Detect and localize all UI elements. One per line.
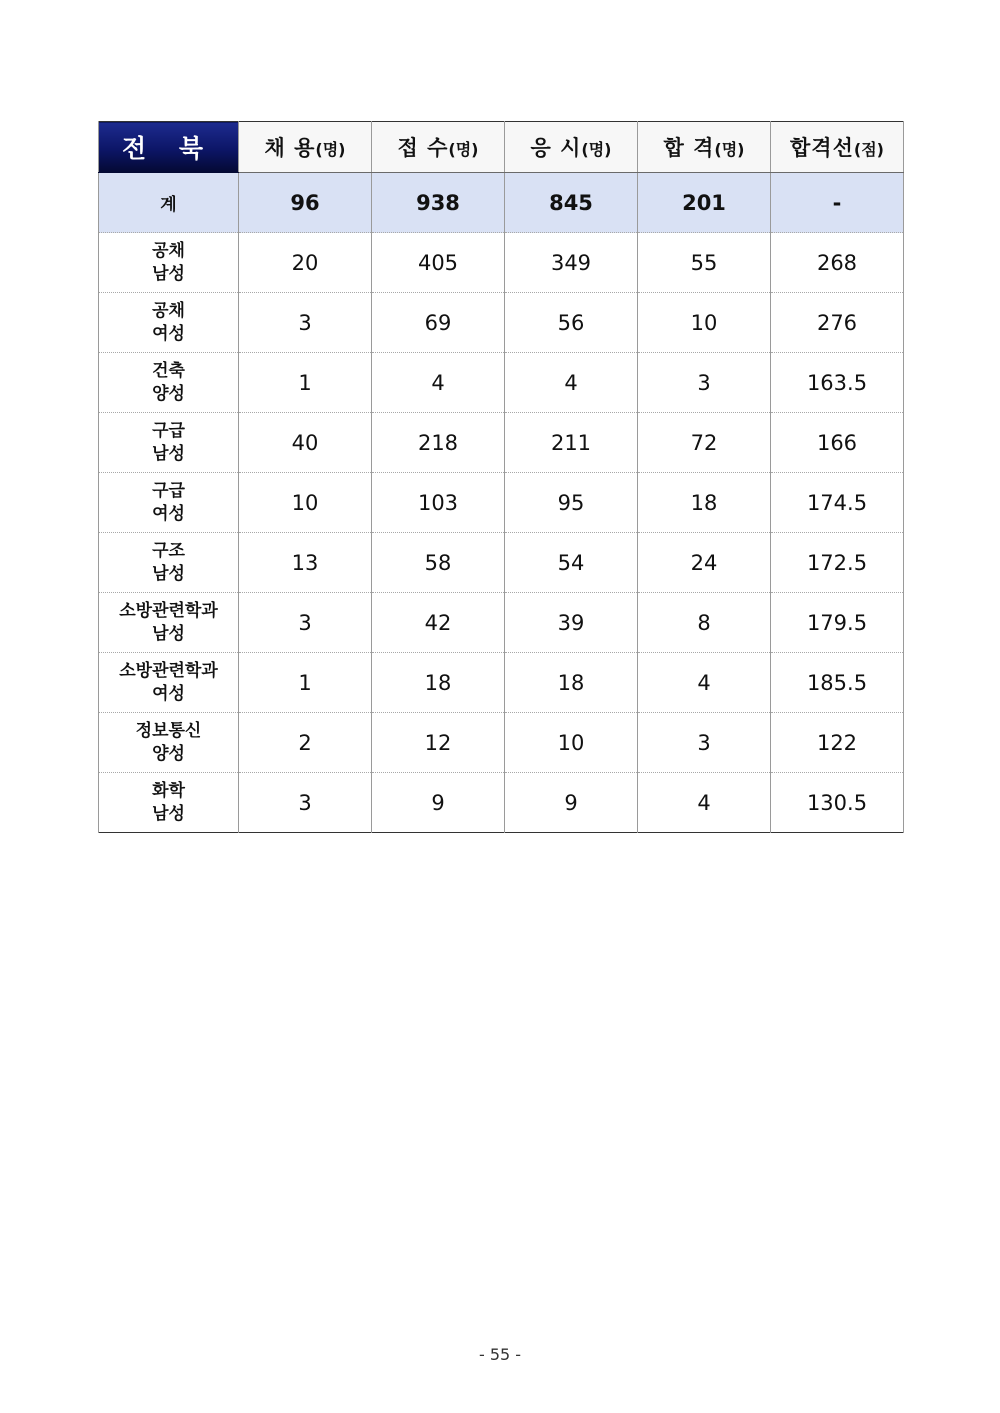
total-row <box>99 173 904 233</box>
row-label <box>99 593 239 653</box>
row-label-line1: 소방관련학과 <box>119 600 218 621</box>
table-cell: 103 <box>372 473 505 533</box>
table-cell: 54 <box>505 533 638 593</box>
column-header-unit: (명) <box>315 140 346 159</box>
table-cell: 3 <box>638 353 771 413</box>
row-label-line1: 구조 <box>152 540 185 561</box>
table-cell: 166 <box>771 413 904 473</box>
row-label <box>99 293 239 353</box>
row-label-line1: 구급 <box>152 480 185 501</box>
column-header-label: 채 용 <box>264 136 316 160</box>
table-cell: 3 <box>638 713 771 773</box>
table-cell: 163.5 <box>771 353 904 413</box>
column-header-applied <box>372 122 505 173</box>
total-cell: 938 <box>372 173 505 233</box>
total-cell: 845 <box>505 173 638 233</box>
table-cell: 3 <box>239 593 372 653</box>
row-label-line1: 건축 <box>152 360 185 381</box>
table-cell: 172.5 <box>771 533 904 593</box>
row-label <box>99 353 239 413</box>
table-row <box>99 473 904 533</box>
table-cell: 95 <box>505 473 638 533</box>
column-header-hired <box>239 122 372 173</box>
column-header-cutoff <box>771 122 904 173</box>
table-row <box>99 233 904 293</box>
page-number: - 55 - <box>478 1345 522 1364</box>
row-label <box>99 533 239 593</box>
table-cell: 20 <box>239 233 372 293</box>
table-cell: 8 <box>638 593 771 653</box>
table-row <box>99 773 904 833</box>
table-cell: 18 <box>372 653 505 713</box>
table-cell: 18 <box>638 473 771 533</box>
row-label <box>99 473 239 533</box>
table-cell: 12 <box>372 713 505 773</box>
table-cell: 3 <box>239 293 372 353</box>
table-cell: 211 <box>505 413 638 473</box>
total-label: 계 <box>99 173 239 233</box>
row-label-line2: 여성 <box>152 323 185 344</box>
table-cell: 42 <box>372 593 505 653</box>
column-header-unit: (점) <box>853 140 884 159</box>
row-label-line2: 남성 <box>152 563 185 584</box>
column-header-label: 응 시 <box>530 136 582 160</box>
table-cell: 4 <box>505 353 638 413</box>
row-label-line2: 남성 <box>152 263 185 284</box>
column-header-label: 합격선 <box>790 136 854 160</box>
column-header-tested <box>505 122 638 173</box>
table-cell: 40 <box>239 413 372 473</box>
table-cell: 56 <box>505 293 638 353</box>
total-cell: 201 <box>638 173 771 233</box>
row-label <box>99 233 239 293</box>
table-cell: 2 <box>239 713 372 773</box>
table-cell: 3 <box>239 773 372 833</box>
table-cell: 4 <box>638 773 771 833</box>
table-cell: 10 <box>638 293 771 353</box>
table-cell: 24 <box>638 533 771 593</box>
table-cell: 405 <box>372 233 505 293</box>
column-header-label: 접 수 <box>397 136 449 160</box>
row-label <box>99 773 239 833</box>
table-row <box>99 533 904 593</box>
table-cell: 4 <box>638 653 771 713</box>
table-cell: 9 <box>372 773 505 833</box>
table-header-row <box>99 122 904 173</box>
total-cell: 96 <box>239 173 372 233</box>
row-label-line2: 남성 <box>152 803 185 824</box>
table-row <box>99 353 904 413</box>
table-cell: 185.5 <box>771 653 904 713</box>
row-label-line1: 공채 <box>152 240 185 261</box>
table-row <box>99 293 904 353</box>
column-header-unit: (명) <box>714 140 745 159</box>
table-cell: 10 <box>505 713 638 773</box>
row-label-line2: 양성 <box>152 383 185 404</box>
table-cell: 10 <box>239 473 372 533</box>
row-label <box>99 713 239 773</box>
table-cell: 9 <box>505 773 638 833</box>
recruitment-stats-table <box>98 121 904 833</box>
column-header-unit: (명) <box>581 140 612 159</box>
table-cell: 174.5 <box>771 473 904 533</box>
total-cell: - <box>771 173 904 233</box>
table-cell: 122 <box>771 713 904 773</box>
row-label-line1: 소방관련학과 <box>119 660 218 681</box>
table-cell: 349 <box>505 233 638 293</box>
row-label-line2: 여성 <box>152 503 185 524</box>
table-cell: 1 <box>239 353 372 413</box>
table-cell: 130.5 <box>771 773 904 833</box>
row-label-line2: 남성 <box>152 443 185 464</box>
column-header-passed <box>638 122 771 173</box>
column-header-unit: (명) <box>448 140 479 159</box>
row-label-line2: 여성 <box>152 683 185 704</box>
table-cell: 268 <box>771 233 904 293</box>
table-cell: 1 <box>239 653 372 713</box>
row-label-line1: 공채 <box>152 300 185 321</box>
table-cell: 18 <box>505 653 638 713</box>
table-cell: 276 <box>771 293 904 353</box>
row-label-line1: 구급 <box>152 420 185 441</box>
table-cell: 69 <box>372 293 505 353</box>
table-row <box>99 593 904 653</box>
row-label-line1: 정보통신 <box>135 720 202 741</box>
table-cell: 13 <box>239 533 372 593</box>
table-cell: 179.5 <box>771 593 904 653</box>
table-cell: 39 <box>505 593 638 653</box>
table-row <box>99 713 904 773</box>
table-cell: 72 <box>638 413 771 473</box>
row-label-line2: 양성 <box>152 743 185 764</box>
row-label <box>99 413 239 473</box>
table-cell: 58 <box>372 533 505 593</box>
table-cell: 55 <box>638 233 771 293</box>
table-row <box>99 653 904 713</box>
table-row <box>99 413 904 473</box>
row-label-line1: 화학 <box>152 780 185 801</box>
row-label-line2: 남성 <box>152 623 185 644</box>
table-cell: 218 <box>372 413 505 473</box>
row-label <box>99 653 239 713</box>
region-header: 전 북 <box>99 122 239 173</box>
column-header-label: 합 격 <box>663 136 715 160</box>
table-cell: 4 <box>372 353 505 413</box>
